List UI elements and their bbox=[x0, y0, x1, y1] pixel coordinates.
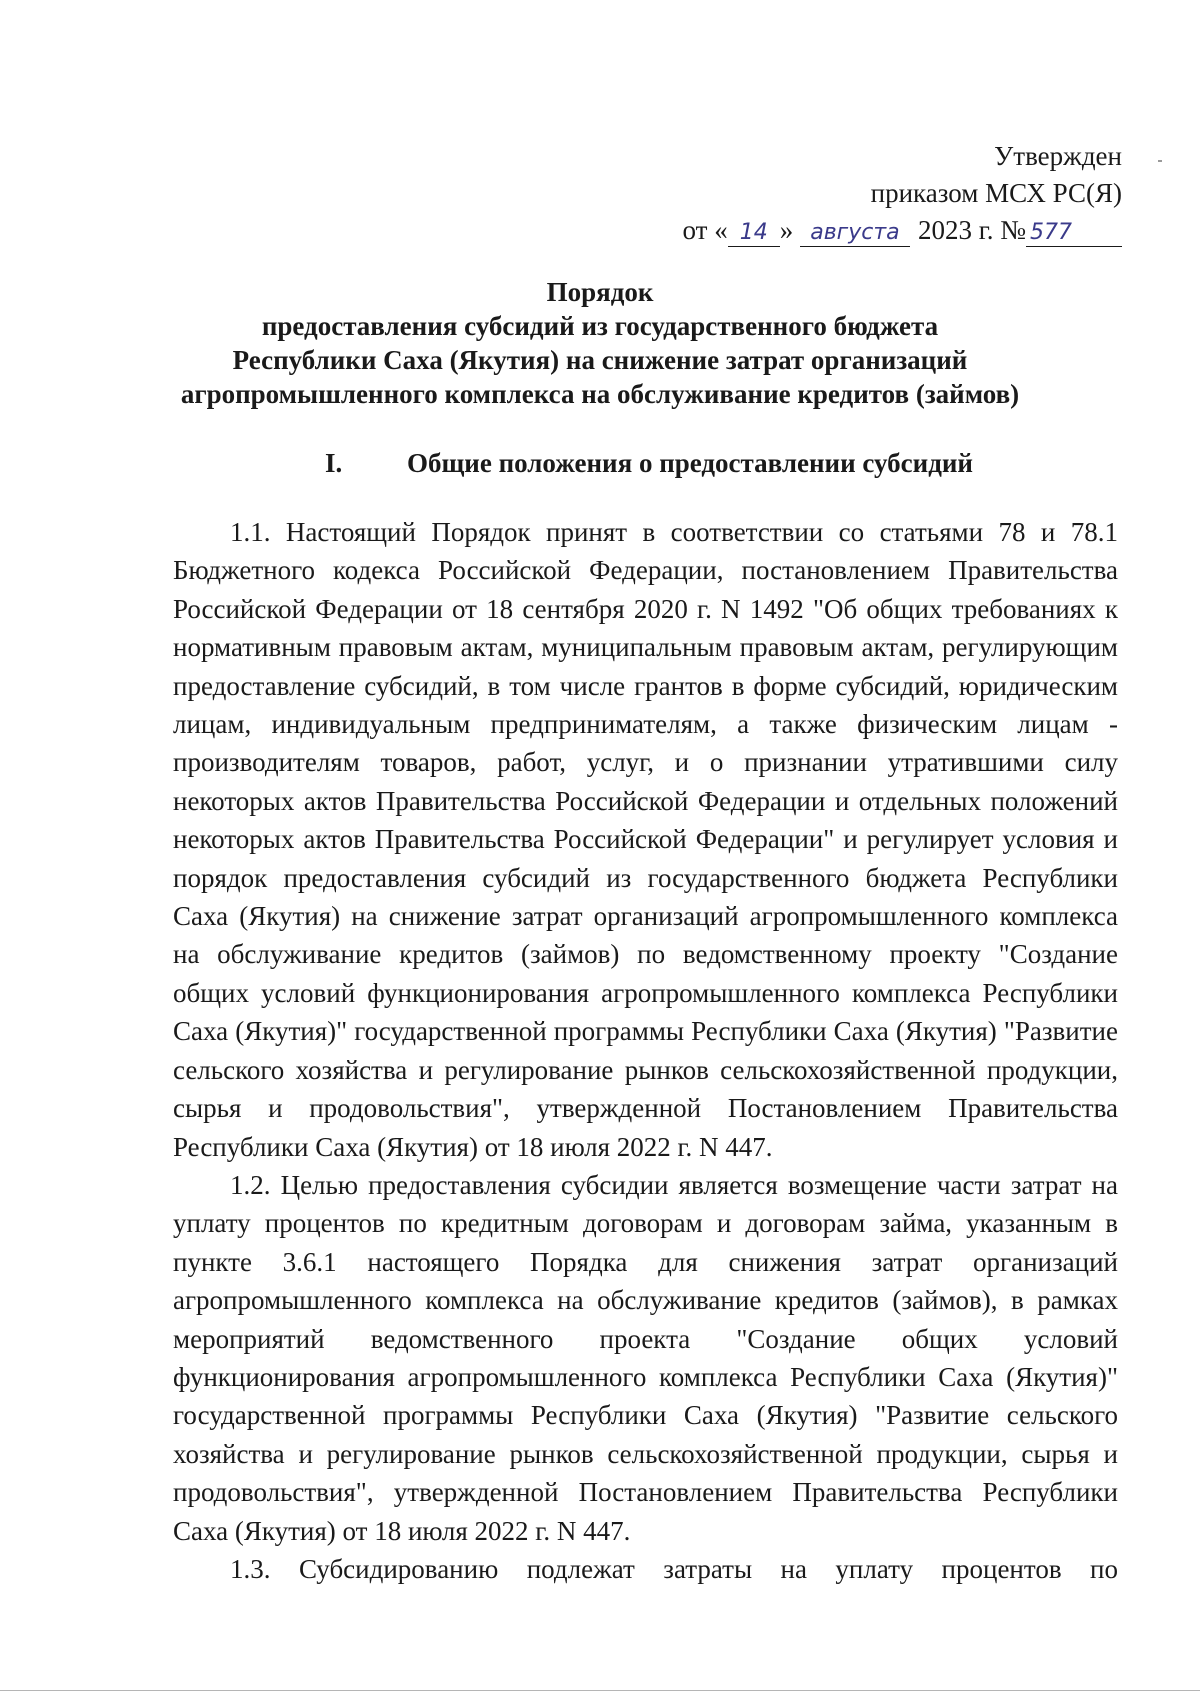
date-year: 2023 г. № bbox=[917, 215, 1026, 245]
paragraph-1-3: 1.3. Субсидированию подлежат затраты на уплату процентов по bbox=[230, 1553, 1118, 1584]
scan-artifact bbox=[1158, 160, 1162, 162]
title-line-2: предоставления субсидий из государственного бюджета bbox=[261, 311, 939, 341]
section-heading bbox=[325, 448, 973, 479]
document-title bbox=[90, 275, 1110, 411]
handwritten-month: августа bbox=[800, 220, 910, 247]
title-line-3: Республики Саха (Якутия) на снижение затрат организаций bbox=[232, 345, 968, 375]
paragraph-1-1: 1.1. Настоящий Порядок принят в соответствии со статьями 78 и 78.1 Бюджетного кодекса Российской Федерации, постановлением Правительства Российской Федерации от 18 сентября 2020 г. N 1492 "Об общих требованиях к нормативным правовым актам, муниципальным правовым актам, регулирующим предоставление субсидий, в том числе грантов в форме субсидий, юридическим лицам, индивидуальным предпринимателям, а также физическим лицам - производителям товаров, работ, услуг, и о признании утратившими силу некоторых актов Правительства Российской Федерации и отдельных положений некоторых актов Правительства Российской Федерации" и регулирует условия и порядок предоставления субсидий из государственного бюджета Республики Саха (Якутия) на снижение затрат организаций агропромышленного комплекса на обслуживание кредитов (займов) по ведомственному проекту "Создание общих условий функционирования агропромышленного комплекса Республики Саха (Якутия)" государственной программы Республики Саха (Якутия) "Развитие сельского хозяйства и регулирование рынков сельскохозяйственной продукции, сырья и продовольствия", утвержденной Постановлением Правительства Республики Саха (Якутия) от 18 июля 2022 г. N 447. bbox=[173, 517, 1118, 1162]
handwritten-order-number: 577 bbox=[1026, 220, 1122, 247]
title-line-4: агропромышленного комплекса на обслуживание кредитов (займов) bbox=[180, 379, 1020, 409]
document-body bbox=[173, 513, 1118, 1588]
title-line-1: Порядок bbox=[546, 277, 654, 307]
handwritten-day: 14 bbox=[728, 220, 780, 247]
approval-order-label: приказом МСХ РС(Я) bbox=[870, 178, 1122, 208]
approval-stamp-block bbox=[683, 138, 1123, 249]
date-prefix: от « bbox=[682, 215, 728, 245]
date-quote-close: » bbox=[779, 215, 794, 245]
approval-date-line bbox=[683, 212, 1123, 249]
approval-label: Утвержден bbox=[994, 141, 1122, 171]
page-bottom-edge bbox=[0, 1690, 1200, 1691]
section-number: I. bbox=[325, 448, 343, 478]
section-title: Общие положения о предоставлении субсидий bbox=[407, 448, 973, 478]
paragraph-1-2: 1.2. Целью предоставления субсидии является возмещение части затрат на уплату процентов по кредитным договорам и договорам займа, указанным в пункте 3.6.1 настоящего Порядка для снижения затрат организаций агропромышленного комплекса на обслуживание кредитов (займов), в рамках мероприятий ведомственного проекта "Создание общих условий функционирования агропромышленного комплекса Республики Саха (Якутия)" государственной программы Республики Саха (Якутия) "Развитие сельского хозяйства и регулирование рынков сельскохозяйственной продукции, сырья и продовольствия", утвержденной Постановлением Правительства Республики Саха (Якутия) от 18 июля 2022 г. N 447. bbox=[173, 1169, 1118, 1546]
